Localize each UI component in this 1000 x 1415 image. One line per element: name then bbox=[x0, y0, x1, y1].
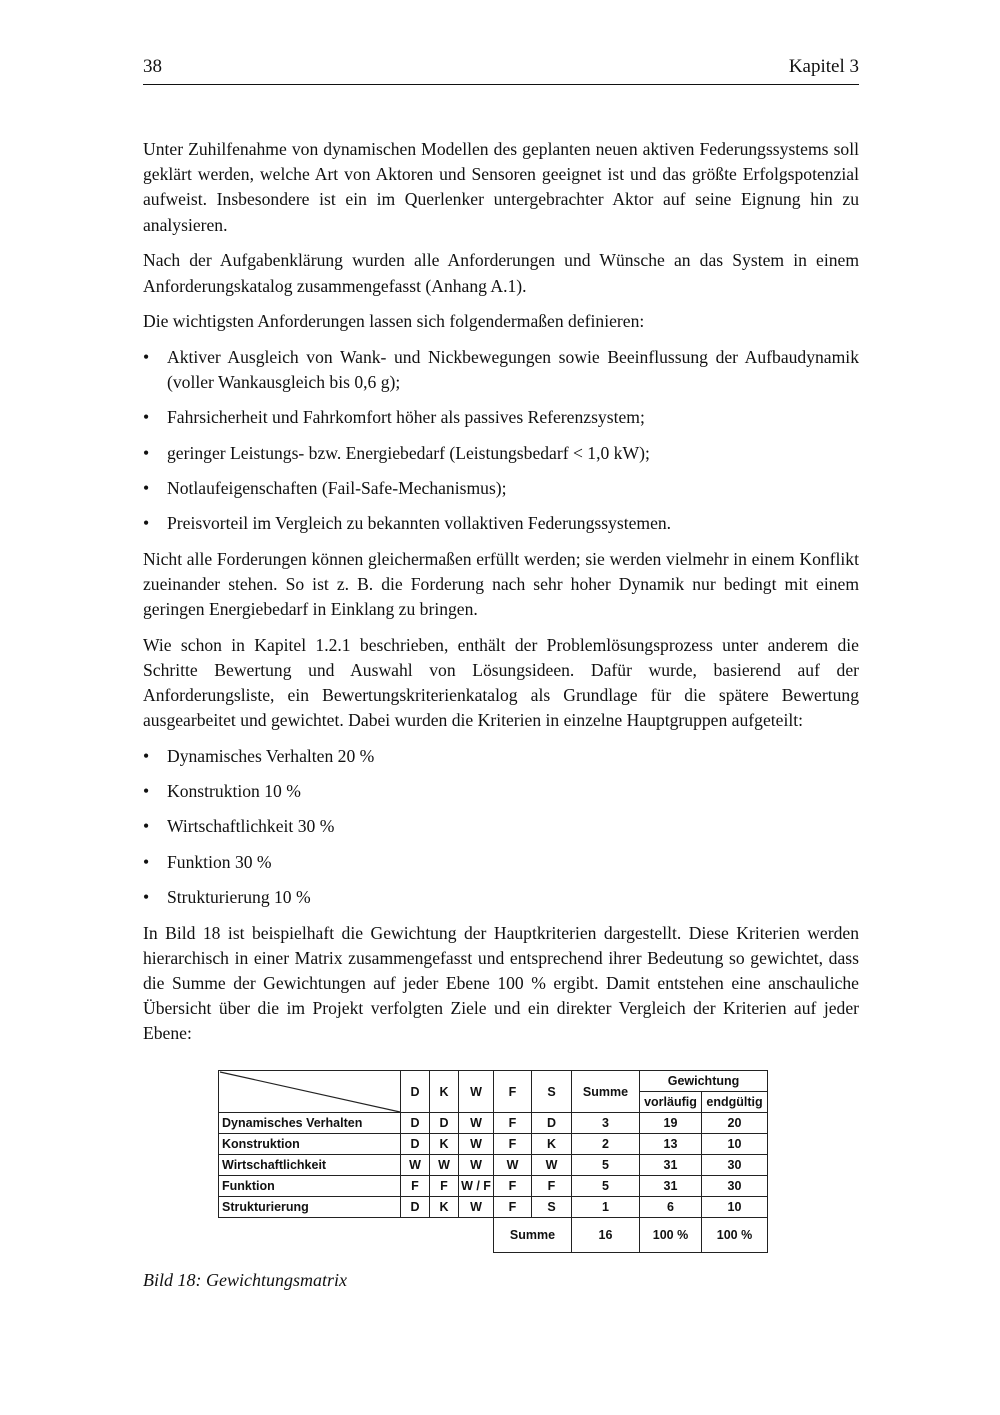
list-item: • Notlaufeigenschaften (Fail-Safe-Mechanismus); bbox=[143, 476, 859, 501]
table-cell: F bbox=[494, 1113, 532, 1134]
table-cell: 30 bbox=[702, 1155, 768, 1176]
list-item: • geringer Leistungs- bzw. Energiebedarf (Leistungsbedarf < 1,0 kW); bbox=[143, 441, 859, 466]
table-cell: 31 bbox=[640, 1155, 702, 1176]
table-row bbox=[219, 1197, 768, 1218]
table-cell: D bbox=[401, 1197, 430, 1218]
row-label: Dynamisches Verhalten bbox=[219, 1113, 401, 1134]
row-label: Strukturierung bbox=[219, 1197, 401, 1218]
paragraph-3: Die wichtigsten Anforderungen lassen sich folgendermaßen definieren: bbox=[143, 311, 645, 332]
table-cell: 20 bbox=[702, 1113, 768, 1134]
table-cell: 6 bbox=[640, 1197, 702, 1218]
table-cell: K bbox=[430, 1134, 459, 1155]
table-cell: 5 bbox=[572, 1155, 640, 1176]
table-cell: W bbox=[401, 1155, 430, 1176]
table-cell: F bbox=[494, 1134, 532, 1155]
body-text bbox=[143, 137, 859, 1057]
table-cell: F bbox=[430, 1176, 459, 1197]
list-item: • Preisvorteil im Vergleich zu bekannten vollaktiven Federungssystemen. bbox=[143, 511, 859, 536]
col-header-summe: Summe bbox=[572, 1071, 640, 1113]
table-cell: F bbox=[532, 1176, 572, 1197]
weighting-matrix bbox=[218, 1070, 768, 1253]
total-endgueltig: 100 % bbox=[702, 1218, 768, 1253]
table-cell: D bbox=[401, 1134, 430, 1155]
chapter-title: Kapitel 3 bbox=[788, 56, 859, 77]
list-item: • Funktion 30 % bbox=[143, 850, 859, 875]
paragraph-4: Nicht alle Forderungen können gleichermaßen erfüllt werden; sie werden vielmehr in einem Konflikt zueinander stehen. So ist z. B. die Forderung nach sehr hoher Dynamik nur bedingt mit einem geringen Energiebedarf in Einklang zu bringen. bbox=[143, 548, 859, 620]
row-label: Wirtschaftlichkeit bbox=[219, 1155, 401, 1176]
table-cell: D bbox=[532, 1113, 572, 1134]
empty-cell bbox=[219, 1218, 494, 1253]
paragraph-2: Nach der Aufgabenklärung wurden alle Anforderungen und Wünsche an das System in einem Anforderungskatalog zusammengefasst (Anhang A.1). bbox=[143, 250, 859, 296]
col-header-vorlaeufig: vorläufig bbox=[640, 1092, 702, 1113]
matrix-corner bbox=[219, 1071, 401, 1113]
total-label: Summe bbox=[494, 1218, 572, 1253]
table-row bbox=[219, 1113, 768, 1134]
col-header-gewichtung: Gewichtung bbox=[640, 1071, 768, 1092]
list-item: • Aktiver Ausgleich von Wank- und Nickbewegungen sowie Beeinflussung der Aufbaudynamik (voller Wankausgleich bis 0,6 g); bbox=[143, 345, 859, 395]
table-row bbox=[219, 1134, 768, 1155]
groups-list bbox=[143, 744, 859, 910]
total-vorlaeufig: 100 % bbox=[640, 1218, 702, 1253]
list-item: • Dynamisches Verhalten 20 % bbox=[143, 744, 859, 769]
col-header-endgueltig: endgültig bbox=[702, 1092, 768, 1113]
table-cell: 13 bbox=[640, 1134, 702, 1155]
table-cell: F bbox=[401, 1176, 430, 1197]
table-cell: F bbox=[494, 1197, 532, 1218]
list-item: • Strukturierung 10 % bbox=[143, 885, 859, 910]
list-item: • Wirtschaftlichkeit 30 % bbox=[143, 814, 859, 839]
figure-caption: Bild 18: Gewichtungsmatrix bbox=[143, 1270, 347, 1290]
table-row bbox=[219, 1155, 768, 1176]
table-row bbox=[219, 1176, 768, 1197]
table-cell: 3 bbox=[572, 1113, 640, 1134]
row-label: Funktion bbox=[219, 1176, 401, 1197]
col-header: D bbox=[401, 1071, 430, 1113]
table-cell: S bbox=[532, 1197, 572, 1218]
table-cell: K bbox=[532, 1134, 572, 1155]
table-cell: 10 bbox=[702, 1134, 768, 1155]
total-row bbox=[219, 1218, 768, 1253]
table-cell: W bbox=[430, 1155, 459, 1176]
table-cell: 31 bbox=[640, 1176, 702, 1197]
paragraph-6: In Bild 18 ist beispielhaft die Gewichtung der Hauptkriterien dargestellt. Diese Kriterien werden hierarchisch in einer Matrix zusammengefasst und entsprechend ihrer Bedeutung so gewichtet, dass die Summe der Gewichtungen auf jeder Ebene 100 % ergibt. Damit entstehen eine anschauliche Übersicht über die im Projekt verfolgten Ziele und ein direkter Vergleich der Kriterien auf jeder Ebene: bbox=[143, 922, 859, 1044]
table-cell: 2 bbox=[572, 1134, 640, 1155]
table-cell: W bbox=[459, 1134, 494, 1155]
table-cell: K bbox=[430, 1197, 459, 1218]
table-cell: W bbox=[532, 1155, 572, 1176]
diagonal-line bbox=[219, 1071, 401, 1113]
table-cell: F bbox=[494, 1176, 532, 1197]
col-header: S bbox=[532, 1071, 572, 1113]
page-header bbox=[143, 56, 859, 85]
col-header: F bbox=[494, 1071, 532, 1113]
requirements-list bbox=[143, 345, 859, 536]
table-cell: W bbox=[459, 1113, 494, 1134]
table-cell: D bbox=[430, 1113, 459, 1134]
col-header: K bbox=[430, 1071, 459, 1113]
table-cell: W bbox=[459, 1155, 494, 1176]
paragraph-5: Wie schon in Kapitel 1.2.1 beschrieben, enthält der Problemlösungsprozess unter anderem die Schritte Bewertung und Auswahl von Lösungsideen. Dafür wurde, basierend auf der Anforderungsliste, ein Bewertungskriterienkatalog als Grundlage für die spätere Bewertung ausgearbeitet und gewichtet. Dabei wurden die Kriterien in einzelne Hauptgruppen aufgeteilt: bbox=[143, 634, 859, 731]
total-summe: 16 bbox=[572, 1218, 640, 1253]
table-cell: 5 bbox=[572, 1176, 640, 1197]
table-cell: 1 bbox=[572, 1197, 640, 1218]
row-label: Konstruktion bbox=[219, 1134, 401, 1155]
paragraph-1: Unter Zuhilfenahme von dynamischen Modellen des geplanten neuen aktiven Federungssystems soll geklärt werden, welche Art von Aktoren und Sensoren geeignet ist und das größte Erfolgspotenzial aufweist. Insbesondere ist ein im Querlenker untergebrachter Aktor auf seine Eignung hin zu analysieren. bbox=[143, 139, 859, 235]
table-cell: W bbox=[494, 1155, 532, 1176]
col-header: W bbox=[459, 1071, 494, 1113]
table-cell: W / F bbox=[459, 1176, 494, 1197]
list-item: • Konstruktion 10 % bbox=[143, 779, 859, 804]
table-cell: 19 bbox=[640, 1113, 702, 1134]
table-cell: W bbox=[459, 1197, 494, 1218]
list-item: • Fahrsicherheit und Fahrkomfort höher als passives Referenzsystem; bbox=[143, 405, 859, 430]
table-cell: 30 bbox=[702, 1176, 768, 1197]
page-number: 38 bbox=[143, 56, 162, 77]
table-cell: D bbox=[401, 1113, 430, 1134]
table-cell: 10 bbox=[702, 1197, 768, 1218]
